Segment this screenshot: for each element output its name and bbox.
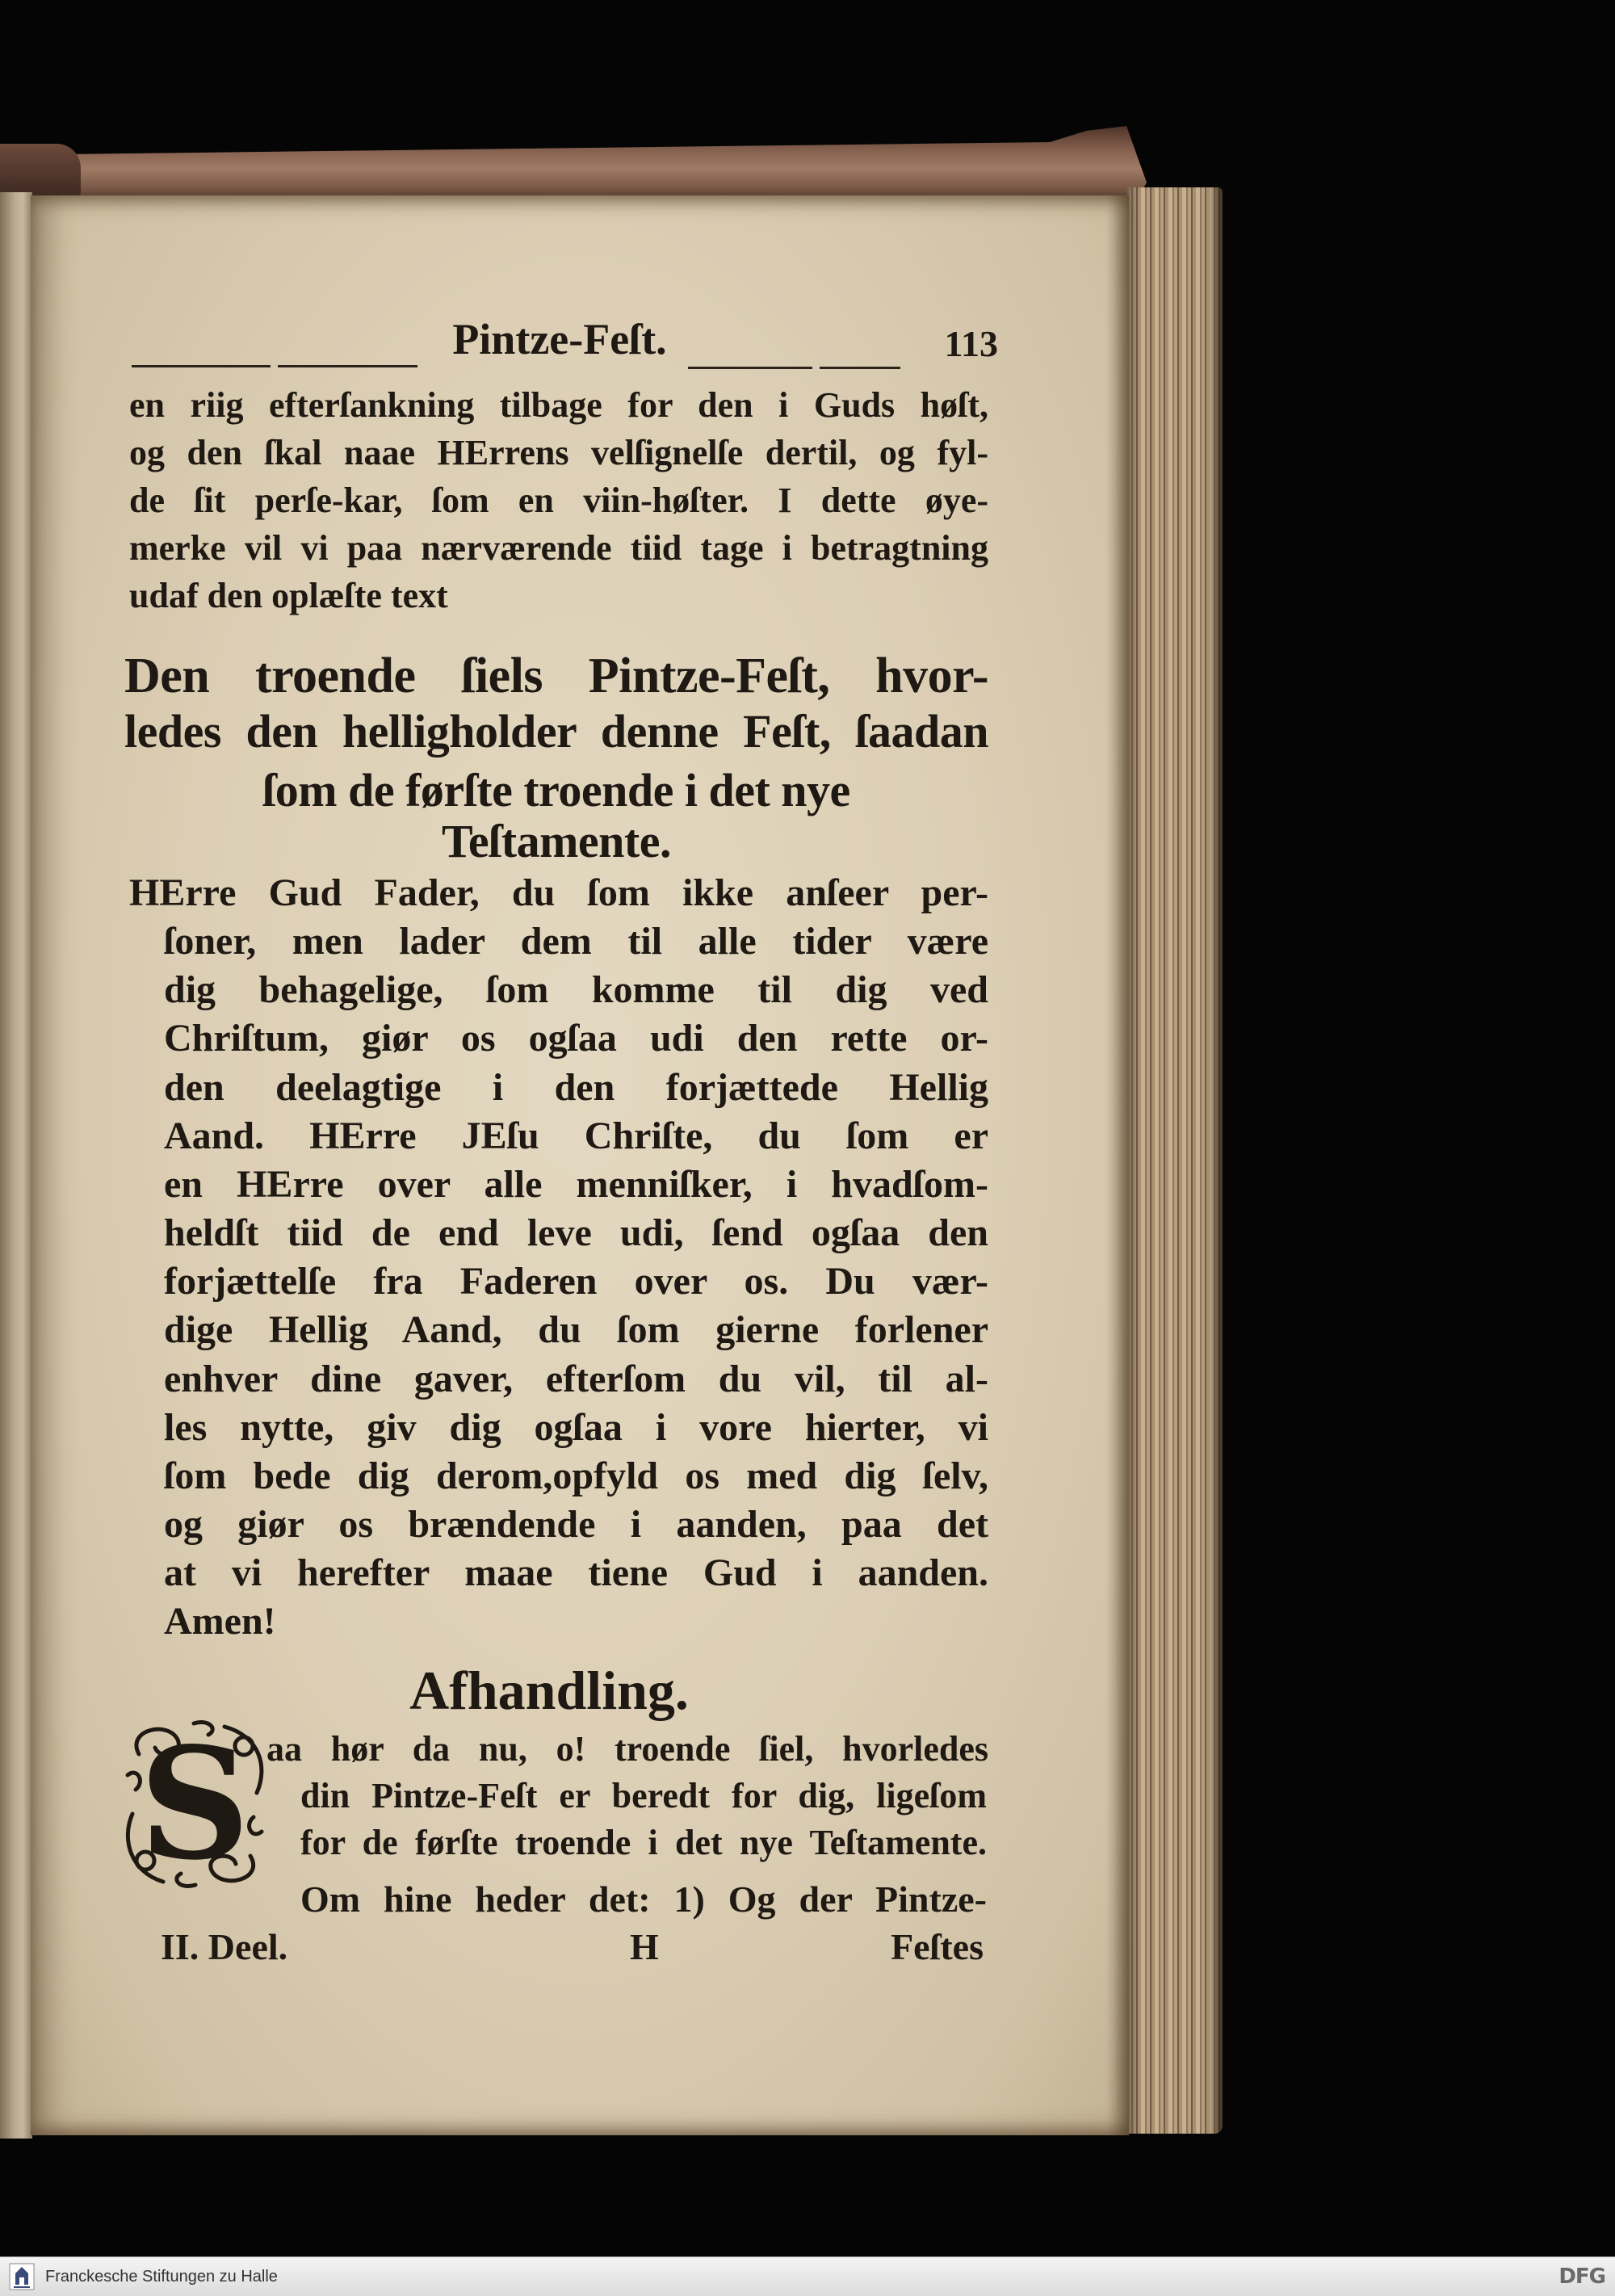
drop-cap xyxy=(121,1714,268,1894)
header-rule xyxy=(688,367,812,369)
book-cover-top xyxy=(0,126,1147,204)
prayer-line: Aand. HErre JEſu Chriſte, du ſom er xyxy=(164,1114,988,1157)
heading-line: ledes den helligholder denne Feſt, ſaadan xyxy=(124,705,988,758)
dfg-logo: DFG xyxy=(1558,2265,1605,2289)
prayer-line: en HErre over alle menniſker, i hvadſom- xyxy=(164,1163,988,1206)
prayer-line: at vi herefter maae tiene Gud i aanden. xyxy=(164,1551,988,1594)
prayer-line: forjættelſe fra Faderen over os. Du vær- xyxy=(164,1260,988,1303)
prayer-line: den deelagtige i den forjættede Hellig xyxy=(164,1066,988,1109)
text-line: din Pintze-Feſt er beredt for dig, ligeſom xyxy=(300,1776,987,1815)
text-line: de ſit perſe-kar, ſom en viin-høſter. I dette øye- xyxy=(129,481,988,520)
page-edges xyxy=(1127,187,1223,2134)
text-line: og den ſkal naae HErrens velſignelſe dertil, og fyl- xyxy=(129,433,988,472)
prayer-line: ſom bede dig derom,opfyld os med dig ſelv, xyxy=(164,1454,988,1497)
prayer-line: les nytte, giv dig ogſaa i vore hierter, vi xyxy=(164,1406,988,1449)
prayer-line: enhver dine gaver, efterſom du vil, til al- xyxy=(164,1358,988,1400)
text-line: merke vil vi paa nærværende tiid tage i betragtning xyxy=(129,528,988,568)
text-line: Om hine heder det: 1) Og der Pintze- xyxy=(300,1878,987,1920)
signature-mark: H xyxy=(630,1926,659,1967)
prayer-line: heldſt tiid de end leve udi, ſend ogſaa den xyxy=(164,1211,988,1254)
section-title: Afhandling. xyxy=(409,1660,689,1721)
prayer-line: ſoner, men lader dem til alle tider være xyxy=(164,920,988,963)
prayer-line: Chriſtum, giør os ogſaa udi den rette or- xyxy=(164,1017,988,1060)
header-rule xyxy=(132,365,271,367)
drop-cap-letter: S xyxy=(139,1714,250,1894)
header-rule xyxy=(820,367,900,369)
page-number: 113 xyxy=(944,323,998,364)
page-shadow xyxy=(1106,195,1129,2135)
institution-name: Franckesche Stiftungen zu Halle xyxy=(45,2268,278,2286)
facing-page-edge xyxy=(0,192,32,2139)
running-title: Pintze-Feſt. xyxy=(452,315,667,363)
prayer-line: dig behagelige, ſom komme til dig ved xyxy=(164,968,988,1011)
prayer-line: Amen! xyxy=(164,1600,276,1643)
prayer-line: HErre Gud Fader, du ſom ikke anſeer per- xyxy=(129,871,988,914)
catchword: Feſtes xyxy=(891,1926,984,1967)
viewer-footer-bar xyxy=(0,2256,1615,2296)
text-line: for de førſte troende i det nye Teſtamente. xyxy=(300,1823,987,1862)
prayer-line: og giør os brændende i aanden, paa det xyxy=(164,1503,988,1546)
heading-line: ſom de førſte troende i det nye xyxy=(262,764,850,816)
text-line: udaf den oplæſte text xyxy=(129,576,448,615)
heading-line: Den troende ſiels Pintze-Feſt, hvor- xyxy=(124,649,988,703)
text-line: en riig efterſankning tilbage for den i Guds høſt, xyxy=(129,385,988,425)
sheet-signature: II. Deel. xyxy=(161,1926,288,1967)
foundation-logo-icon xyxy=(8,2262,36,2291)
prayer-line: dige Hellig Aand, du ſom gierne forlener xyxy=(164,1308,988,1351)
text-line: aa hør da nu, o! troende ſiel, hvorledes xyxy=(266,1729,988,1769)
header-rule xyxy=(278,365,417,367)
heading-line: Teſtamente. xyxy=(442,815,671,867)
